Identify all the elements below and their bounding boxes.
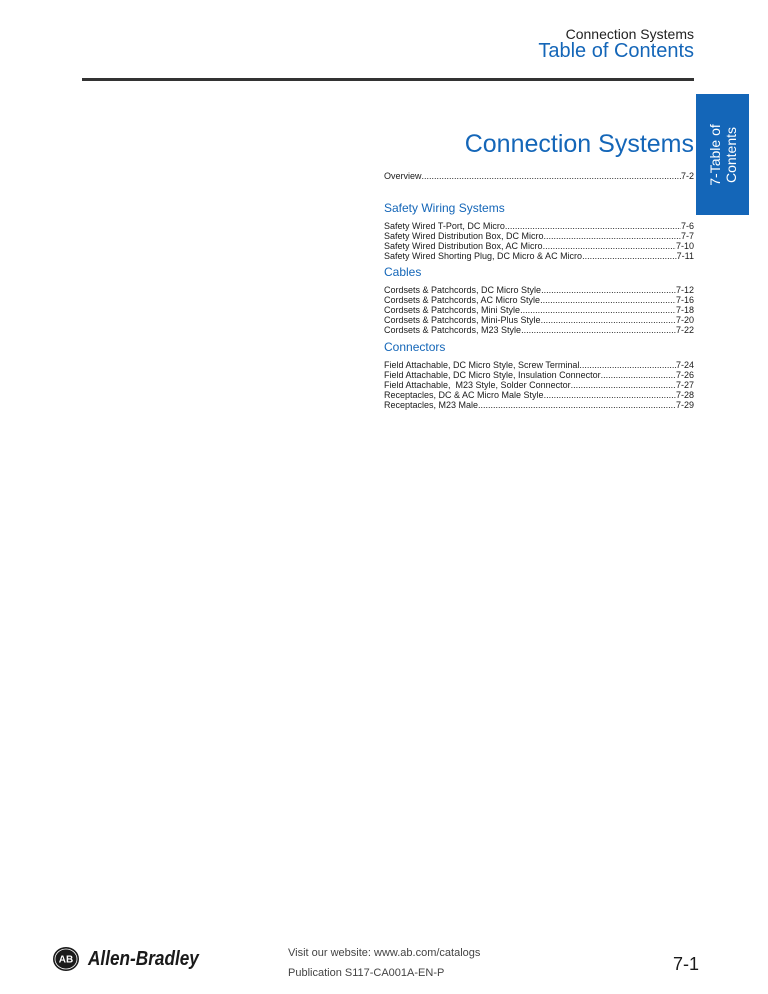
toc-entry-label: Safety Wired Shorting Plug, DC Micro & AC Micro [384, 251, 583, 261]
toc-entry[interactable] [384, 380, 694, 390]
logo-wordmark: Allen-Bradley [88, 947, 199, 970]
toc-leader-dots [582, 251, 677, 261]
section-side-tab[interactable] [696, 94, 749, 215]
toc-entry[interactable] [384, 315, 694, 325]
toc-entry[interactable] [384, 231, 694, 241]
toc-entry[interactable] [384, 241, 694, 251]
toc-leader-dots [505, 221, 681, 231]
toc-entry[interactable] [384, 360, 694, 370]
toc-entry[interactable] [384, 251, 694, 261]
toc-entry-page: 7-10 [675, 241, 694, 251]
toc-section-safety [384, 201, 694, 261]
toc-section-connectors [384, 340, 694, 410]
toc-entry[interactable] [384, 171, 694, 181]
toc-entry-page: 7-11 [676, 251, 694, 261]
toc-leader-dots [478, 400, 676, 410]
toc-leader-dots [541, 285, 676, 295]
toc-entry-label: Field Attachable, M23 Style, Solder Connector [384, 380, 571, 390]
section-heading: Connectors [384, 340, 446, 354]
header-rule [82, 78, 694, 81]
toc-entry-label: Receptacles, DC & AC Micro Male Style [384, 390, 544, 400]
toc-leader-dots [520, 305, 676, 315]
toc-entry-page: 7-20 [675, 315, 694, 325]
toc-leader-dots [544, 390, 676, 400]
toc-entry[interactable] [384, 305, 694, 315]
toc-leader-dots [544, 231, 681, 241]
toc-entry-page: 7-16 [675, 295, 694, 305]
footer-website: Visit our website: www.ab.com/catalogs [288, 947, 481, 959]
toc-entry-page: 7-22 [675, 325, 694, 335]
toc-section-cables [384, 265, 694, 335]
toc-entry-page: 7-6 [680, 221, 694, 231]
toc-leader-dots [571, 380, 676, 390]
toc-leader-dots [541, 315, 676, 325]
toc-leader-dots [579, 360, 676, 370]
header-title: Table of Contents [538, 40, 694, 62]
toc-entry-label: Field Attachable, DC Micro Style, Insulation Connector [384, 370, 601, 380]
toc-entry-label: Safety Wired T-Port, DC Micro [384, 221, 505, 231]
section-heading: Cables [384, 265, 422, 279]
toc-entry-page: 7-7 [680, 231, 694, 241]
page-number: 7-1 [673, 954, 700, 974]
toc-entry-page: 7-28 [675, 390, 694, 400]
allen-bradley-logo [51, 944, 217, 974]
toc-entry[interactable] [384, 285, 694, 295]
toc-leader-dots [540, 295, 676, 305]
section-heading: Safety Wiring Systems [384, 201, 505, 215]
toc-entry[interactable] [384, 221, 694, 231]
toc-entry-page: 7-24 [675, 360, 694, 370]
toc-entry-label: Cordsets & Patchcords, AC Micro Style [384, 295, 541, 305]
toc-entry[interactable] [384, 325, 694, 335]
side-tab-line1: 7-Table of [706, 123, 723, 186]
toc-entry-label: Receptacles, M23 Male [384, 400, 479, 410]
page-title: Connection Systems [464, 130, 694, 158]
ab-badge-text: AB [58, 954, 74, 966]
toc-leader-dots [521, 325, 676, 335]
toc-entry-page: 7-18 [675, 305, 694, 315]
toc-entry-page: 7-26 [675, 370, 694, 380]
toc-entry[interactable] [384, 295, 694, 305]
side-tab-label [707, 124, 739, 185]
toc-entry-label: Safety Wired Distribution Box, DC Micro [384, 231, 544, 241]
toc-entry-label: Safety Wired Distribution Box, AC Micro [384, 241, 543, 251]
toc-entry-label: Field Attachable, DC Micro Style, Screw Terminal [384, 360, 580, 370]
toc-entry-page: 7-29 [675, 400, 694, 410]
ab-badge-icon [51, 944, 81, 974]
toc-entry-label: Overview [384, 171, 422, 181]
toc-entry-page: 7-27 [675, 380, 694, 390]
toc-entry-page: 7-12 [675, 285, 694, 295]
toc-entry[interactable] [384, 390, 694, 400]
toc-leader-dots [422, 171, 681, 181]
toc-overview [384, 171, 694, 181]
toc-leader-dots [543, 241, 676, 251]
toc-entry-page: 7-2 [680, 171, 694, 181]
toc-entry-label: Cordsets & Patchcords, DC Micro Style [384, 285, 542, 295]
header-section-name: Connection Systems [565, 26, 694, 42]
toc-entry-label: Cordsets & Patchcords, Mini Style [384, 305, 521, 315]
toc-leader-dots [601, 370, 676, 380]
side-tab-line2: Contents [722, 126, 739, 183]
toc-entry[interactable] [384, 400, 694, 410]
footer-publication: Publication S117-CA001A-EN-P [288, 967, 445, 979]
toc-entry-label: Cordsets & Patchcords, Mini-Plus Style [384, 315, 541, 325]
toc-entry[interactable] [384, 370, 694, 380]
toc-entry-label: Cordsets & Patchcords, M23 Style [384, 325, 522, 335]
